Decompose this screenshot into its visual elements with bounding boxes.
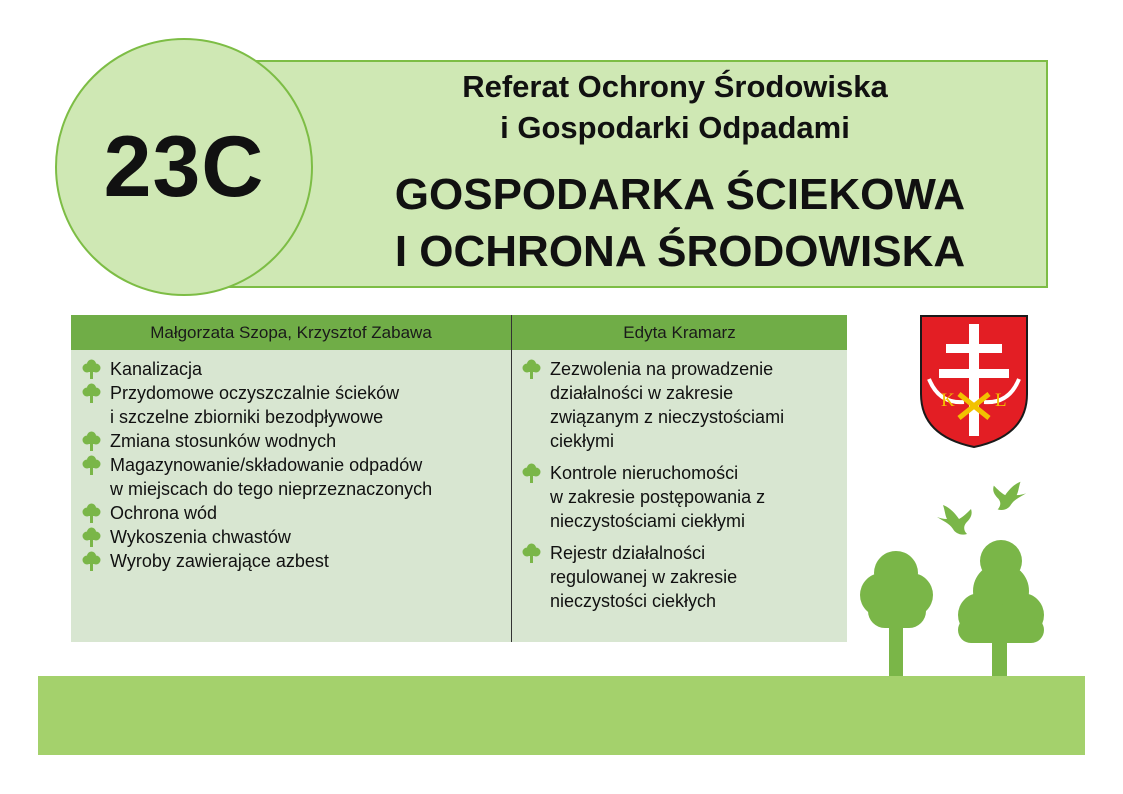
list-item-line: związanym z nieczystościami: [550, 407, 785, 427]
tree-bullet-icon: [81, 455, 101, 475]
list-item-line: Wykoszenia chwastów: [110, 527, 291, 547]
task-list-right: [521, 357, 841, 621]
list-item: [81, 549, 506, 573]
trees-illustration: [855, 535, 1055, 680]
bird-icon: [990, 478, 1030, 518]
tree-bullet-icon: [81, 359, 101, 379]
column-divider: [511, 315, 512, 642]
list-item: [81, 357, 506, 381]
list-item-line: Zezwolenia na prowadzenie: [550, 359, 774, 379]
list-item-line: w miejscach do tego nieprzeznaczonych: [110, 479, 433, 499]
department-line-1: Referat Ochrony Środowiska: [462, 69, 888, 104]
list-item-line: Wyroby zawierające azbest: [110, 551, 329, 571]
tree-bullet-icon: [521, 359, 541, 379]
cross-bar-lower: [939, 369, 1009, 378]
list-item-line: Magazynowanie/składowanie odpadów: [110, 455, 423, 475]
column-header-staff-2: Edyta Kramarz: [623, 323, 736, 342]
list-item: [521, 541, 841, 613]
list-item-line: Kanalizacja: [110, 359, 203, 379]
list-item-line: Przydomowe oczyszczalnie ścieków: [110, 383, 400, 403]
tree-icon: [860, 551, 933, 680]
cross-bar-upper: [946, 344, 1002, 353]
ground-strip: [38, 676, 1085, 755]
room-code: 23C: [103, 118, 265, 215]
list-item-line: Zmiana stosunków wodnych: [110, 431, 337, 451]
department-name: [345, 66, 1005, 148]
responsibilities-table: [71, 315, 847, 642]
tree-bullet-icon: [81, 551, 101, 571]
list-item-line: nieczystościami ciekłymi: [550, 511, 746, 531]
task-list-left: [81, 357, 506, 573]
title-line-2: I OCHRONA ŚRODOWISKA: [394, 227, 966, 276]
tree-bullet-icon: [81, 383, 101, 403]
tree-bullet-icon: [521, 463, 541, 483]
tree-bullet-icon: [81, 527, 101, 547]
tree-icon: [958, 540, 1044, 680]
column-header-staff-1: Małgorzata Szopa, Krzysztof Zabawa: [150, 323, 432, 342]
list-item: [81, 429, 506, 453]
list-item-line: Ochrona wód: [110, 503, 218, 523]
list-item-line: nieczystości ciekłych: [550, 591, 717, 611]
list-item-line: regulowanej w zakresie: [550, 567, 738, 587]
list-item-line: ciekłymi: [550, 431, 615, 451]
code-circle: [55, 38, 313, 296]
table-header-row: [71, 315, 847, 350]
list-item: [521, 461, 841, 533]
list-item: [81, 525, 506, 549]
list-item-line: w zakresie postępowania z: [550, 487, 766, 507]
tree-bullet-icon: [81, 431, 101, 451]
list-item-line: Kontrole nieruchomości: [550, 463, 739, 483]
tree-bullet-icon: [81, 503, 101, 523]
list-item-line: i szczelne zbiorniki bezodpływowe: [110, 407, 384, 427]
crest-letter-left: K: [941, 390, 955, 411]
coat-of-arms: [919, 314, 1029, 449]
page-title: [330, 166, 1030, 280]
cross-vertical: [969, 324, 979, 436]
list-item: [81, 501, 506, 525]
list-item-line: Rejestr działalności: [550, 543, 706, 563]
list-item: [521, 357, 841, 453]
tree-bullet-icon: [521, 543, 541, 563]
crest-letter-right: L: [995, 390, 1007, 411]
list-item-line: działalności w zakresie: [550, 383, 734, 403]
list-item: [81, 453, 506, 501]
list-item: [81, 381, 506, 429]
department-line-2: i Gospodarki Odpadami: [500, 110, 850, 145]
title-line-1: GOSPODARKA ŚCIEKOWA: [394, 170, 966, 219]
